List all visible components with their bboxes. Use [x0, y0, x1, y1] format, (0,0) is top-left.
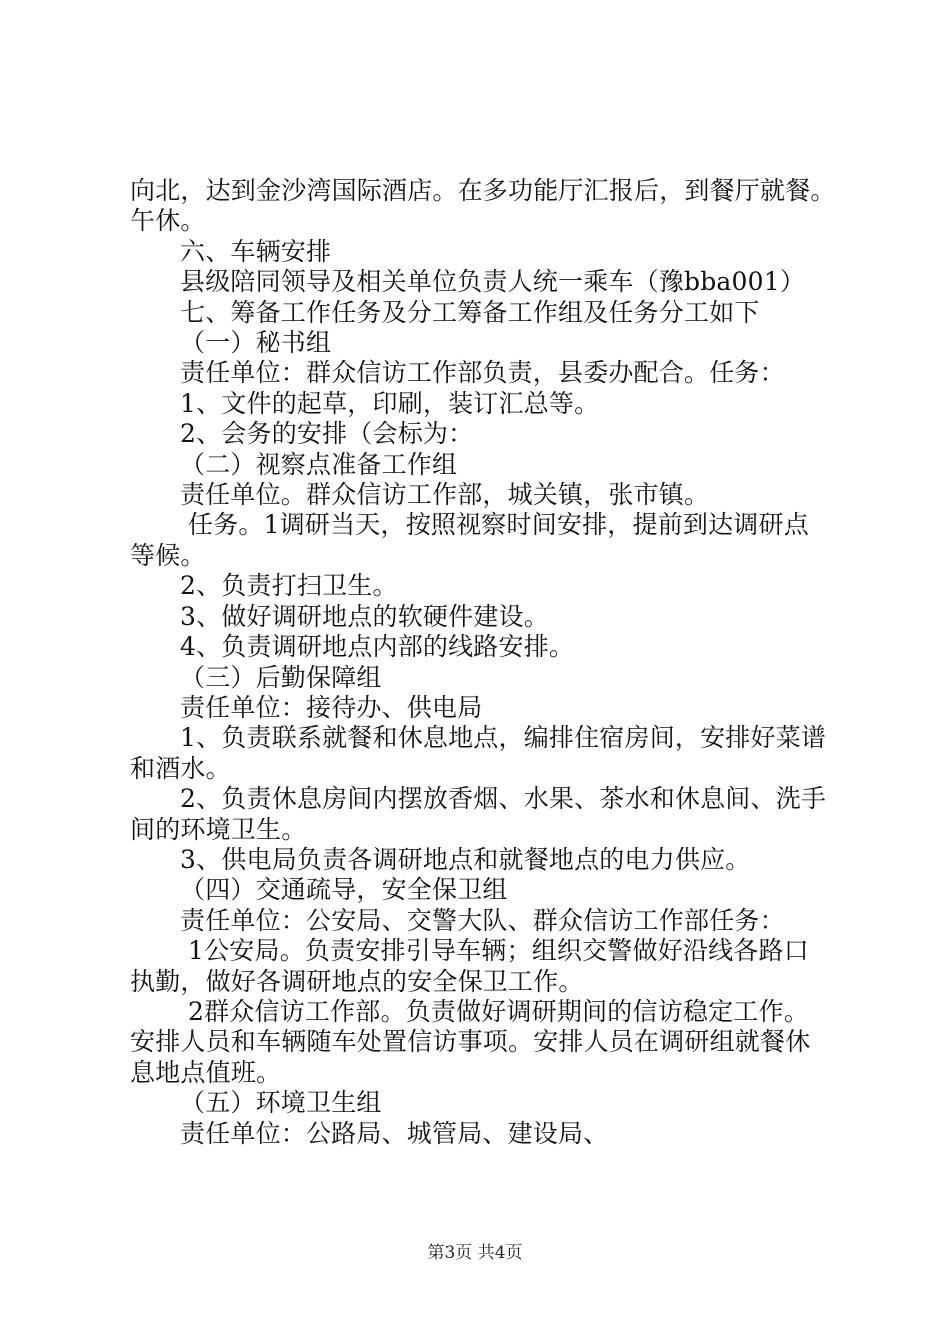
text-line: 和酒水。 — [130, 753, 231, 783]
subsection-heading: （五）环境卫生组 — [180, 1088, 382, 1118]
text-line: 责任单位：群众信访工作部负责，县委办配合。任务： — [180, 358, 785, 388]
document-body — [130, 176, 850, 1149]
list-item: 2、负责休息房间内摆放香烟、水果、茶水和休息间、洗手 — [180, 784, 827, 814]
section-heading: 六、车辆安排 — [180, 236, 332, 266]
text-line: 执勤，做好各调研地点的安全保卫工作。 — [130, 966, 584, 996]
text-line: 责任单位：公安局、交警大队、群众信访工作部任务： — [180, 905, 785, 935]
list-item: 2、负责打扫卫生。 — [180, 571, 398, 601]
text-line: 县级陪同领导及相关单位负责人统一乘车（豫bba001） — [180, 267, 806, 297]
list-item: 1、负责联系就餐和休息地点，编排住宿房间，安排好菜谱 — [180, 723, 827, 753]
subsection-heading: （二）视察点准备工作组 — [180, 449, 458, 479]
text-line: 间的环境卫生。 — [130, 814, 307, 844]
list-item: 2群众信访工作部。负责做好调研期间的信访稳定工作。 — [188, 996, 809, 1026]
text-line: 息地点值班。 — [130, 1057, 282, 1087]
text-line: 等候。 — [130, 540, 206, 570]
subsection-heading: （四）交通疏导，安全保卫组 — [180, 875, 508, 905]
text-line: 责任单位。群众信访工作部，城关镇，张市镇。 — [180, 480, 710, 510]
list-item: 1公安局。负责安排引导车辆；组织交警做好沿线各路口 — [188, 936, 809, 966]
list-item: 1、文件的起草，印刷，装订汇总等。 — [180, 388, 600, 418]
list-item: 2、会务的安排（会标为： — [180, 419, 474, 449]
text-line: 任务。1调研当天，按照视察时间安排，提前到达调研点 — [188, 510, 809, 540]
subsection-heading: （三）后勤保障组 — [180, 662, 382, 692]
list-item: 3、做好调研地点的软硬件建设。 — [180, 601, 549, 631]
text-line: 责任单位：接待办、供电局 — [180, 692, 483, 722]
subsection-heading: （一）秘书组 — [180, 328, 332, 358]
text-line: 午休。 — [130, 206, 206, 236]
list-item: 3、供电局负责各调研地点和就餐地点的电力供应。 — [180, 844, 751, 874]
text-line: 责任单位：公路局、城管局、建设局、 — [180, 1118, 609, 1148]
page-footer: 第3页 共4页 — [427, 1243, 523, 1263]
section-heading: 七、筹备工作任务及分工筹备工作组及任务分工如下 — [180, 297, 760, 327]
list-item: 4、负责调研地点内部的线路安排。 — [180, 632, 575, 662]
text-line: 向北，达到金沙湾国际酒店。在多功能厅汇报后，到餐厅就餐。 — [130, 176, 836, 205]
text-line: 安排人员和车辆随车处置信访事项。安排人员在调研组就餐休 — [130, 1027, 811, 1057]
